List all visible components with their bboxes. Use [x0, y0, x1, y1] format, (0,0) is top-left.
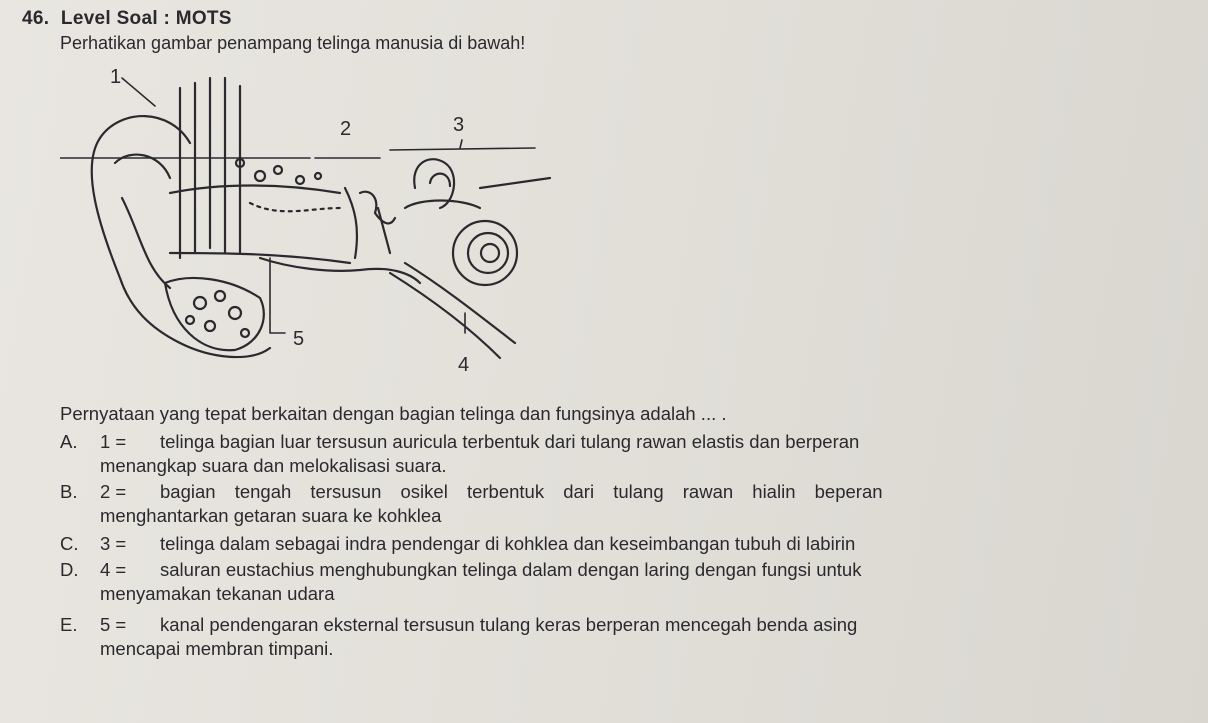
ear-cross-section-diagram: [60, 58, 560, 388]
option-letter: A.: [60, 431, 78, 452]
option-ref: 1 =: [100, 431, 127, 452]
option-text-line2: menghantarkan getaran suara ke kohklea: [100, 505, 442, 526]
option-b[interactable]: [60, 480, 1105, 530]
question-stem: Pernyataan yang tepat berkaitan dengan bagian telinga dan fungsinya adalah ... .: [60, 403, 727, 424]
option-ref: 2 =: [100, 481, 127, 502]
option-text-line1: telinga bagian luar tersusun auricula terbentuk dari tulang rawan elastis dan berperan: [160, 431, 860, 452]
option-text-line1: telinga dalam sebagai indra pendengar di kohklea dan keseimbangan tubuh di labirin: [160, 533, 856, 554]
option-text-line1: saluran eustachius menghubungkan telinga dalam dengan laring dengan fungsi untuk: [160, 559, 862, 580]
option-text-line1: bagian tengah tersusun osikel terbentuk dari tulang rawan hialin beperan: [160, 481, 883, 502]
option-ref: 5 =: [100, 614, 127, 635]
option-letter: E.: [60, 614, 78, 635]
figure-label-2: 2: [340, 118, 352, 140]
figure-label-5: 5: [293, 328, 305, 350]
option-letter: D.: [60, 559, 79, 580]
option-letter: C.: [60, 533, 79, 554]
question-intro: Perhatikan gambar penampang telinga manusia di bawah!: [60, 33, 526, 53]
option-text-line2: mencapai membran timpani.: [100, 638, 334, 659]
figure-label-1: 1: [110, 66, 122, 88]
ear-diagram-icon: [60, 58, 560, 388]
option-ref: 3 =: [100, 533, 127, 554]
option-a[interactable]: [60, 430, 1105, 480]
question-level: Level Soal : MOTS: [60, 8, 232, 29]
option-text-line2: menangkap suara dan melokalisasi suara.: [100, 455, 447, 476]
option-letter: B.: [60, 481, 78, 502]
figure-label-3: 3: [453, 114, 465, 136]
option-text-line2: menyamakan tekanan udara: [100, 583, 335, 604]
option-d[interactable]: [60, 558, 1105, 608]
figure-label-4: 4: [458, 354, 470, 376]
option-c[interactable]: [60, 532, 1105, 558]
question-header: [22, 8, 232, 30]
option-text-line1: kanal pendengaran eksternal tersusun tulang keras berperan mencegah benda asing: [160, 614, 858, 635]
question-number: 46.: [22, 8, 50, 29]
option-e[interactable]: [60, 613, 1105, 663]
option-ref: 4 =: [100, 559, 127, 580]
